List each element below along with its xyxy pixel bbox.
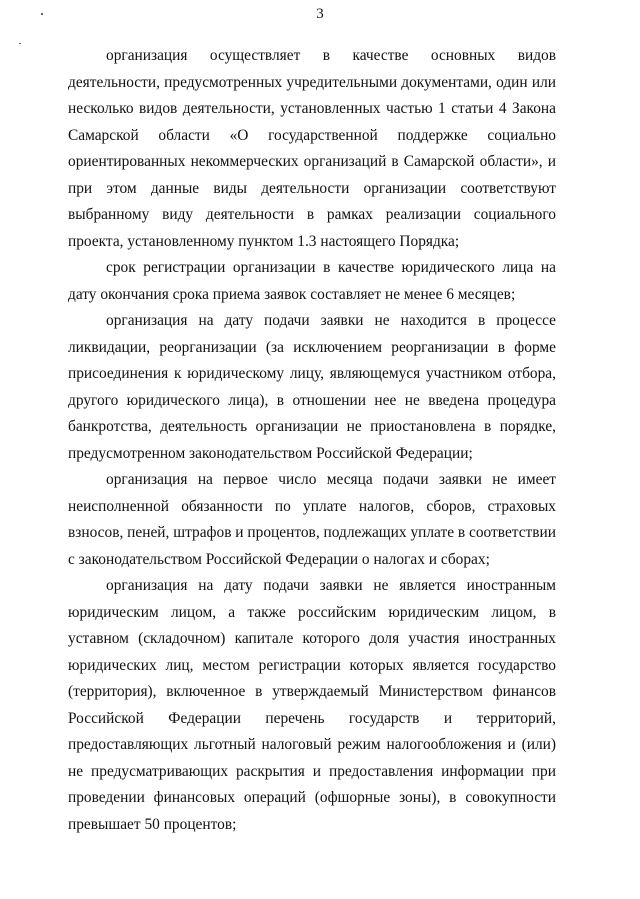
paragraph-activity-types: организация осуществляет в качестве основных видов деятельности, предусмотренных учредительными документами, один или несколько видов деятельности, установленных частью 1 статьи 4 Закона Самарской области «О государственной поддержке социально ориентированных некоммерческих организаций в Самарской области», и при этом данные виды деятельности организации соответствуют выбранному виду деятельности в рамках реализации социального проекта, установленному пунктом 1.3 настоящего Порядка;	[68, 47, 556, 250]
paragraph-tax-obligations: организация на первое число месяца подачи заявки не имеет неисполненной обязанности по уплате налогов, сборов, страховых взносов, пеней, штрафов и процентов, подлежащих уплате в соответствии с законодательством Российской Федерации о налогах и сборах;	[68, 471, 556, 568]
paragraph-registration-term: срок регистрации организации в качестве юридического лица на дату окончания срока приема заявок составляет не менее 6 месяцев;	[68, 259, 556, 303]
paragraph-foreign-entity: организация на дату подачи заявки не является иностранным юридическим лицом, а также российским юридическим лицом, в уставном (складочном) капитале которого доля участия иностранных юридических лиц, местом регистрации которых является государство (территория), включенное в утверждаемый Министерством финансов Российской Федерации перечень государств и территорий, предоставляющих льготный налоговый режим налогообложения и (или) не предусматривающих раскрытия и предоставления информации при проведении финансовых операций (офшорные зоны), в совокупности превышает 50 процентов;	[68, 577, 556, 833]
paragraph-liquidation-status: организация на дату подачи заявки не находится в процессе ликвидации, реорганизации (за исключением реорганизации в форме присоединения к юридическому лицу, являющемуся участником отбора, другого юридического лица), в отношении нее не введена процедура банкротства, деятельность организации не приостановлена в порядке, предусмотренном законодательством Российской Федерации;	[68, 312, 556, 462]
scan-speck	[19, 43, 21, 44]
document-body	[68, 43, 556, 838]
page-number: 3	[316, 6, 324, 22]
